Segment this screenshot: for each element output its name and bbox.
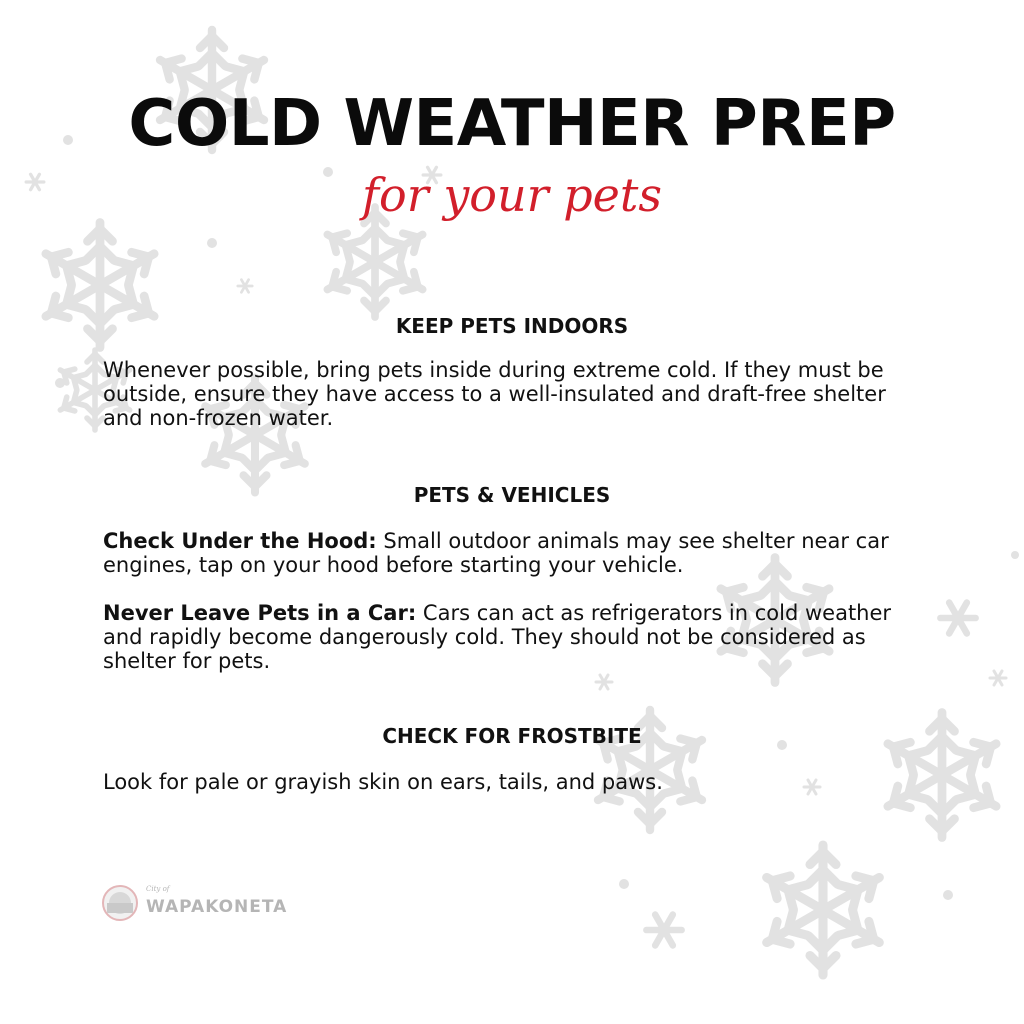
city-logo xyxy=(102,885,342,925)
section-heading-indoors: KEEP PETS INDOORS xyxy=(395,314,629,338)
city-seal-icon xyxy=(102,885,138,921)
page-subtitle: for your pets xyxy=(361,168,662,222)
logo-small-text: City of xyxy=(146,885,170,893)
tip-label: Never Leave Pets in a Car: xyxy=(103,601,417,625)
logo-city-name: WAPAKONETA xyxy=(146,897,288,917)
tip-text: Small outdoor animals may see shelter near car engines, tap on your hood before starting your vehicle. xyxy=(103,529,889,577)
section-body-indoors: Whenever possible, bring pets inside during extreme cold. If they must be outside, ensure they have access to a well-insulated and draft-free shelter and non-frozen water. xyxy=(103,358,886,430)
vehicle-tip-hood xyxy=(103,529,903,577)
tip-label: Check Under the Hood: xyxy=(103,529,377,553)
section-heading-vehicles: PETS & VEHICLES xyxy=(413,483,611,507)
page-title: COLD WEATHER PREP xyxy=(128,87,896,161)
vehicle-tip-car xyxy=(103,601,903,673)
section-body-frostbite: Look for pale or grayish skin on ears, tails, and paws. xyxy=(103,770,663,794)
tip-text: Cars can act as refrigerators in cold weather and rapidly become dangerously cold. They should not be considered as shelter for pets. xyxy=(103,601,892,673)
section-heading-frostbite: CHECK FOR FROSTBITE xyxy=(382,724,642,748)
